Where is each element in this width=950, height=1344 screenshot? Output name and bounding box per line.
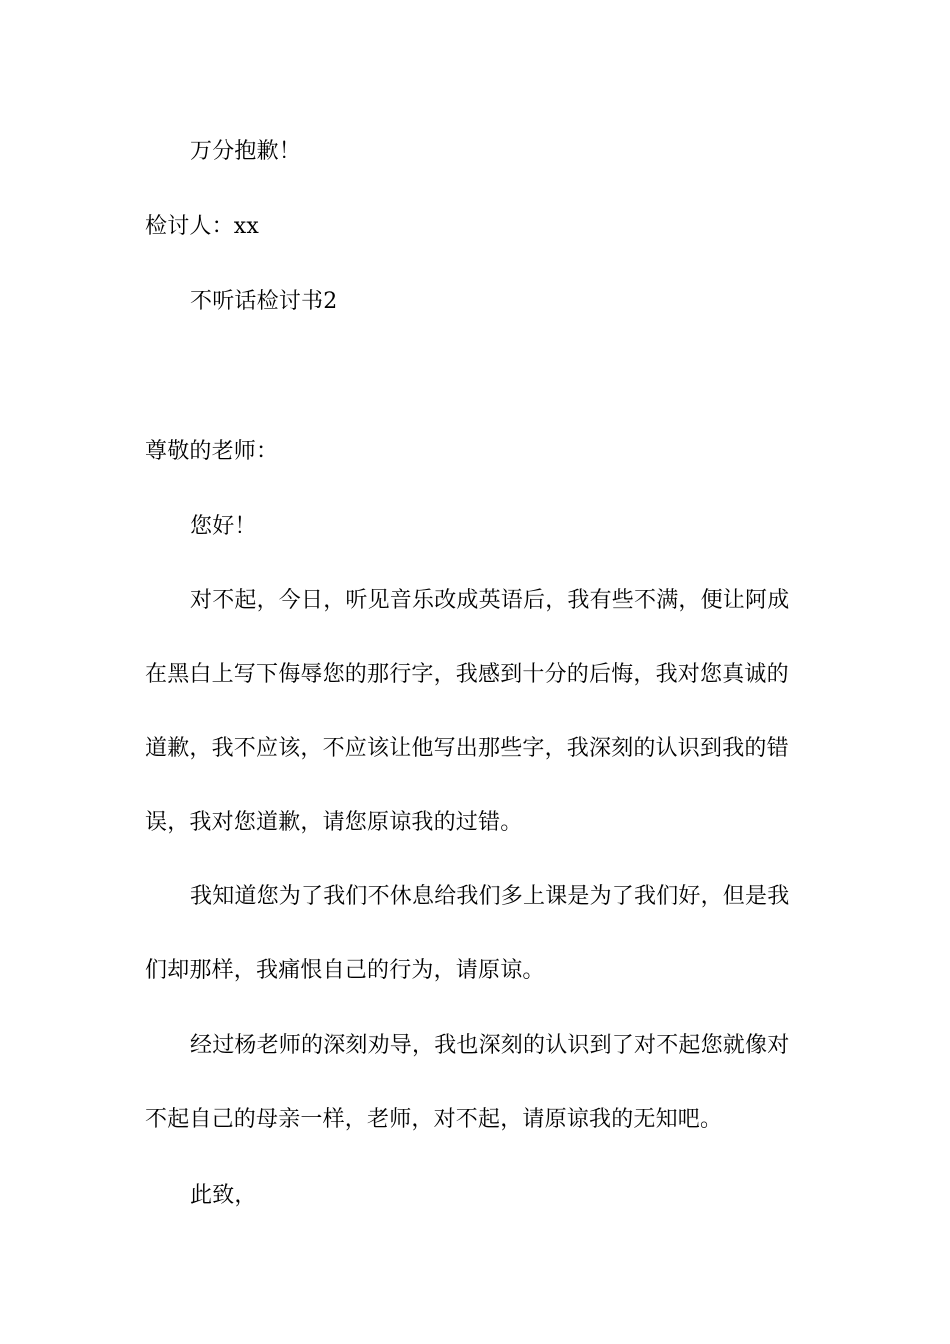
paragraph-1-line-1: 对不起，今日，听见音乐改成英语后，我有些不满，便让阿成 bbox=[190, 588, 790, 613]
paragraph-1-line-2: 在黑白上写下侮辱您的那行字，我感到十分的后悔，我对您真诚的 bbox=[145, 662, 789, 687]
section-title: 不听话检讨书2 bbox=[190, 289, 338, 314]
paragraph-1-line-4: 误，我对您道歉，请您原谅我的过错。 bbox=[145, 810, 523, 835]
paragraph-1-line-3: 道歉，我不应该，不应该让他写出那些字，我深刻的认识到我的错 bbox=[145, 736, 789, 761]
paragraph-2-line-1: 我知道您为了我们不休息给我们多上课是为了我们好，但是我 bbox=[190, 884, 790, 909]
greeting: 您好！ bbox=[190, 514, 257, 539]
signature-line: 检讨人：xx bbox=[145, 214, 260, 239]
paragraph-3-line-2: 不起自己的母亲一样，老师，对不起，请原谅我的无知吧。 bbox=[145, 1107, 723, 1132]
closing-phrase: 此致， bbox=[190, 1183, 257, 1208]
paragraph-3-line-1: 经过杨老师的深刻劝导，我也深刻的认识到了对不起您就像对 bbox=[190, 1033, 790, 1058]
paragraph-2-line-2: 们却那样，我痛恨自己的行为，请原谅。 bbox=[145, 958, 545, 983]
closing-apology: 万分抱歉！ bbox=[190, 139, 302, 164]
salutation: 尊敬的老师： bbox=[145, 439, 279, 464]
